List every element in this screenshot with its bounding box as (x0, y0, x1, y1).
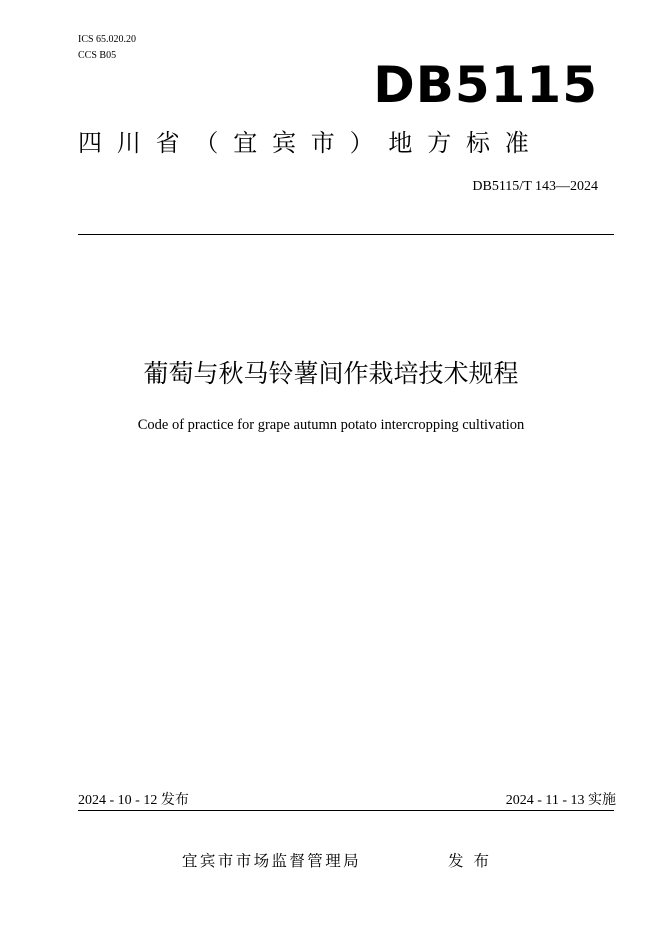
document-title-chinese: 葡萄与秋马铃薯间作栽培技术规程 (143, 359, 519, 388)
issue-date: 2024 - 10 - 12 发布 (78, 793, 189, 808)
implementation-date: 2024 - 11 - 13 实施 (505, 793, 616, 808)
issuing-authority: 宜宾市市场监督管理局 (182, 852, 362, 870)
ccs-code: CCS B05 (78, 50, 117, 61)
standard-type-heading: 四川省（宜宾市）地方标准 (78, 129, 544, 157)
standard-code-logo: DB5115 (373, 56, 598, 114)
document-title-english: Code of practice for grape autumn potato intercropping cultivation (137, 417, 525, 433)
publish-label: 发布 (448, 852, 500, 870)
top-divider (78, 234, 614, 235)
standard-number: DB5115/T 143—2024 (472, 179, 598, 194)
bottom-divider (78, 810, 614, 811)
ics-code: ICS 65.020.20 (78, 34, 137, 45)
